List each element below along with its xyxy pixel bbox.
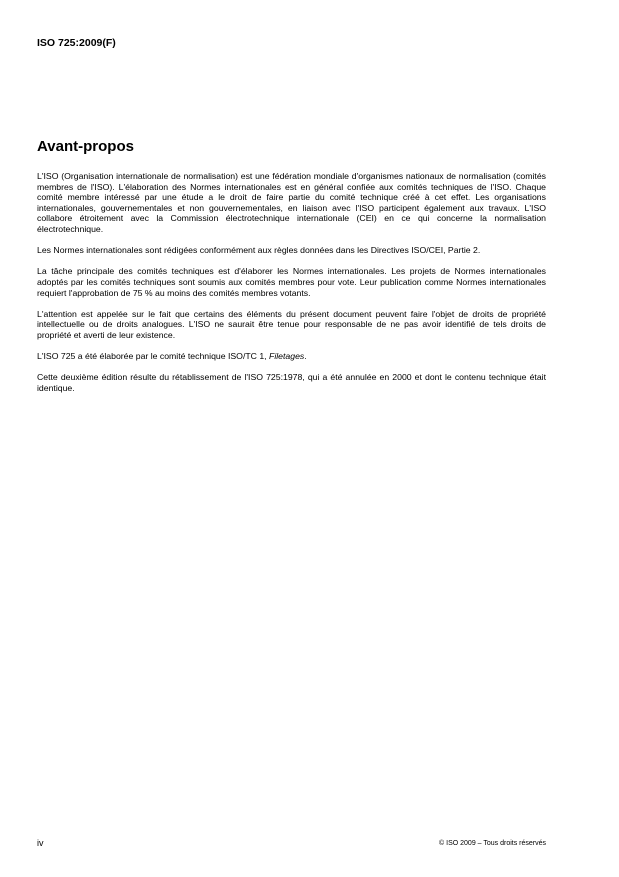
page-number: iv — [37, 838, 44, 848]
prepared-by-period: . — [304, 351, 307, 362]
paragraph-patent-rights: L'attention est appelée sur le fait que certains des éléments du présent document peuvent faire l'objet de droits de propriété intellectuelle ou de droits analogues. L'ISO ne saurait être tenue pour responsable de ne pas avoir identifié de tels droits de propriété et averti de leur existence. — [37, 308, 546, 340]
document-reference: ISO 725:2009(F) — [37, 37, 116, 49]
prepared-by-text: L'ISO 725 a été élaborée par le comité technique ISO/TC 1, — [37, 351, 270, 362]
copyright-notice: © ISO 2009 – Tous droits réservés — [439, 840, 546, 847]
paragraph-directives: Les Normes internationales sont rédigées conformément aux règles données dans les Directives ISO/CEI, Partie 2. — [37, 245, 481, 256]
paragraph-edition-note: Cette deuxième édition résulte du rétablissement de l'ISO 725:1978, qui a été annulée en 2000 et dont le contenu technique était identique. — [37, 372, 546, 393]
section-title: Avant-propos — [37, 138, 134, 155]
paragraph-technical-committees: La tâche principale des comités techniques est d'élaborer les Normes internationales. Les projets de Normes internationales adoptés par les comités techniques sont soumis aux comités membres pour vote. Leur publication comme Normes internationales requiert l'approbation de 75 % au moins des comités membres votants. — [37, 266, 546, 298]
committee-name: Filetages — [269, 351, 305, 362]
foreword-body — [37, 171, 546, 404]
paragraph-iso-description: L'ISO (Organisation internationale de normalisation) est une fédération mondiale d'organismes nationaux de normalisation (comités membres de l'ISO). L'élaboration des Normes internationales est en général confiée aux comités techniques de l'ISO. Chaque comité membre intéressé par une étude a le droit de faire partie du comité technique créé à cet effet. Les organisations internationales, gouvernementales et non gouvernementales, en liaison avec l'ISO participent également aux travaux. L'ISO collabore étroitement avec la Commission électrotechnique internationale (CEI) en ce qui concerne la normalisation électrotechnique. — [37, 171, 546, 234]
paragraph-prepared-by — [37, 351, 546, 362]
